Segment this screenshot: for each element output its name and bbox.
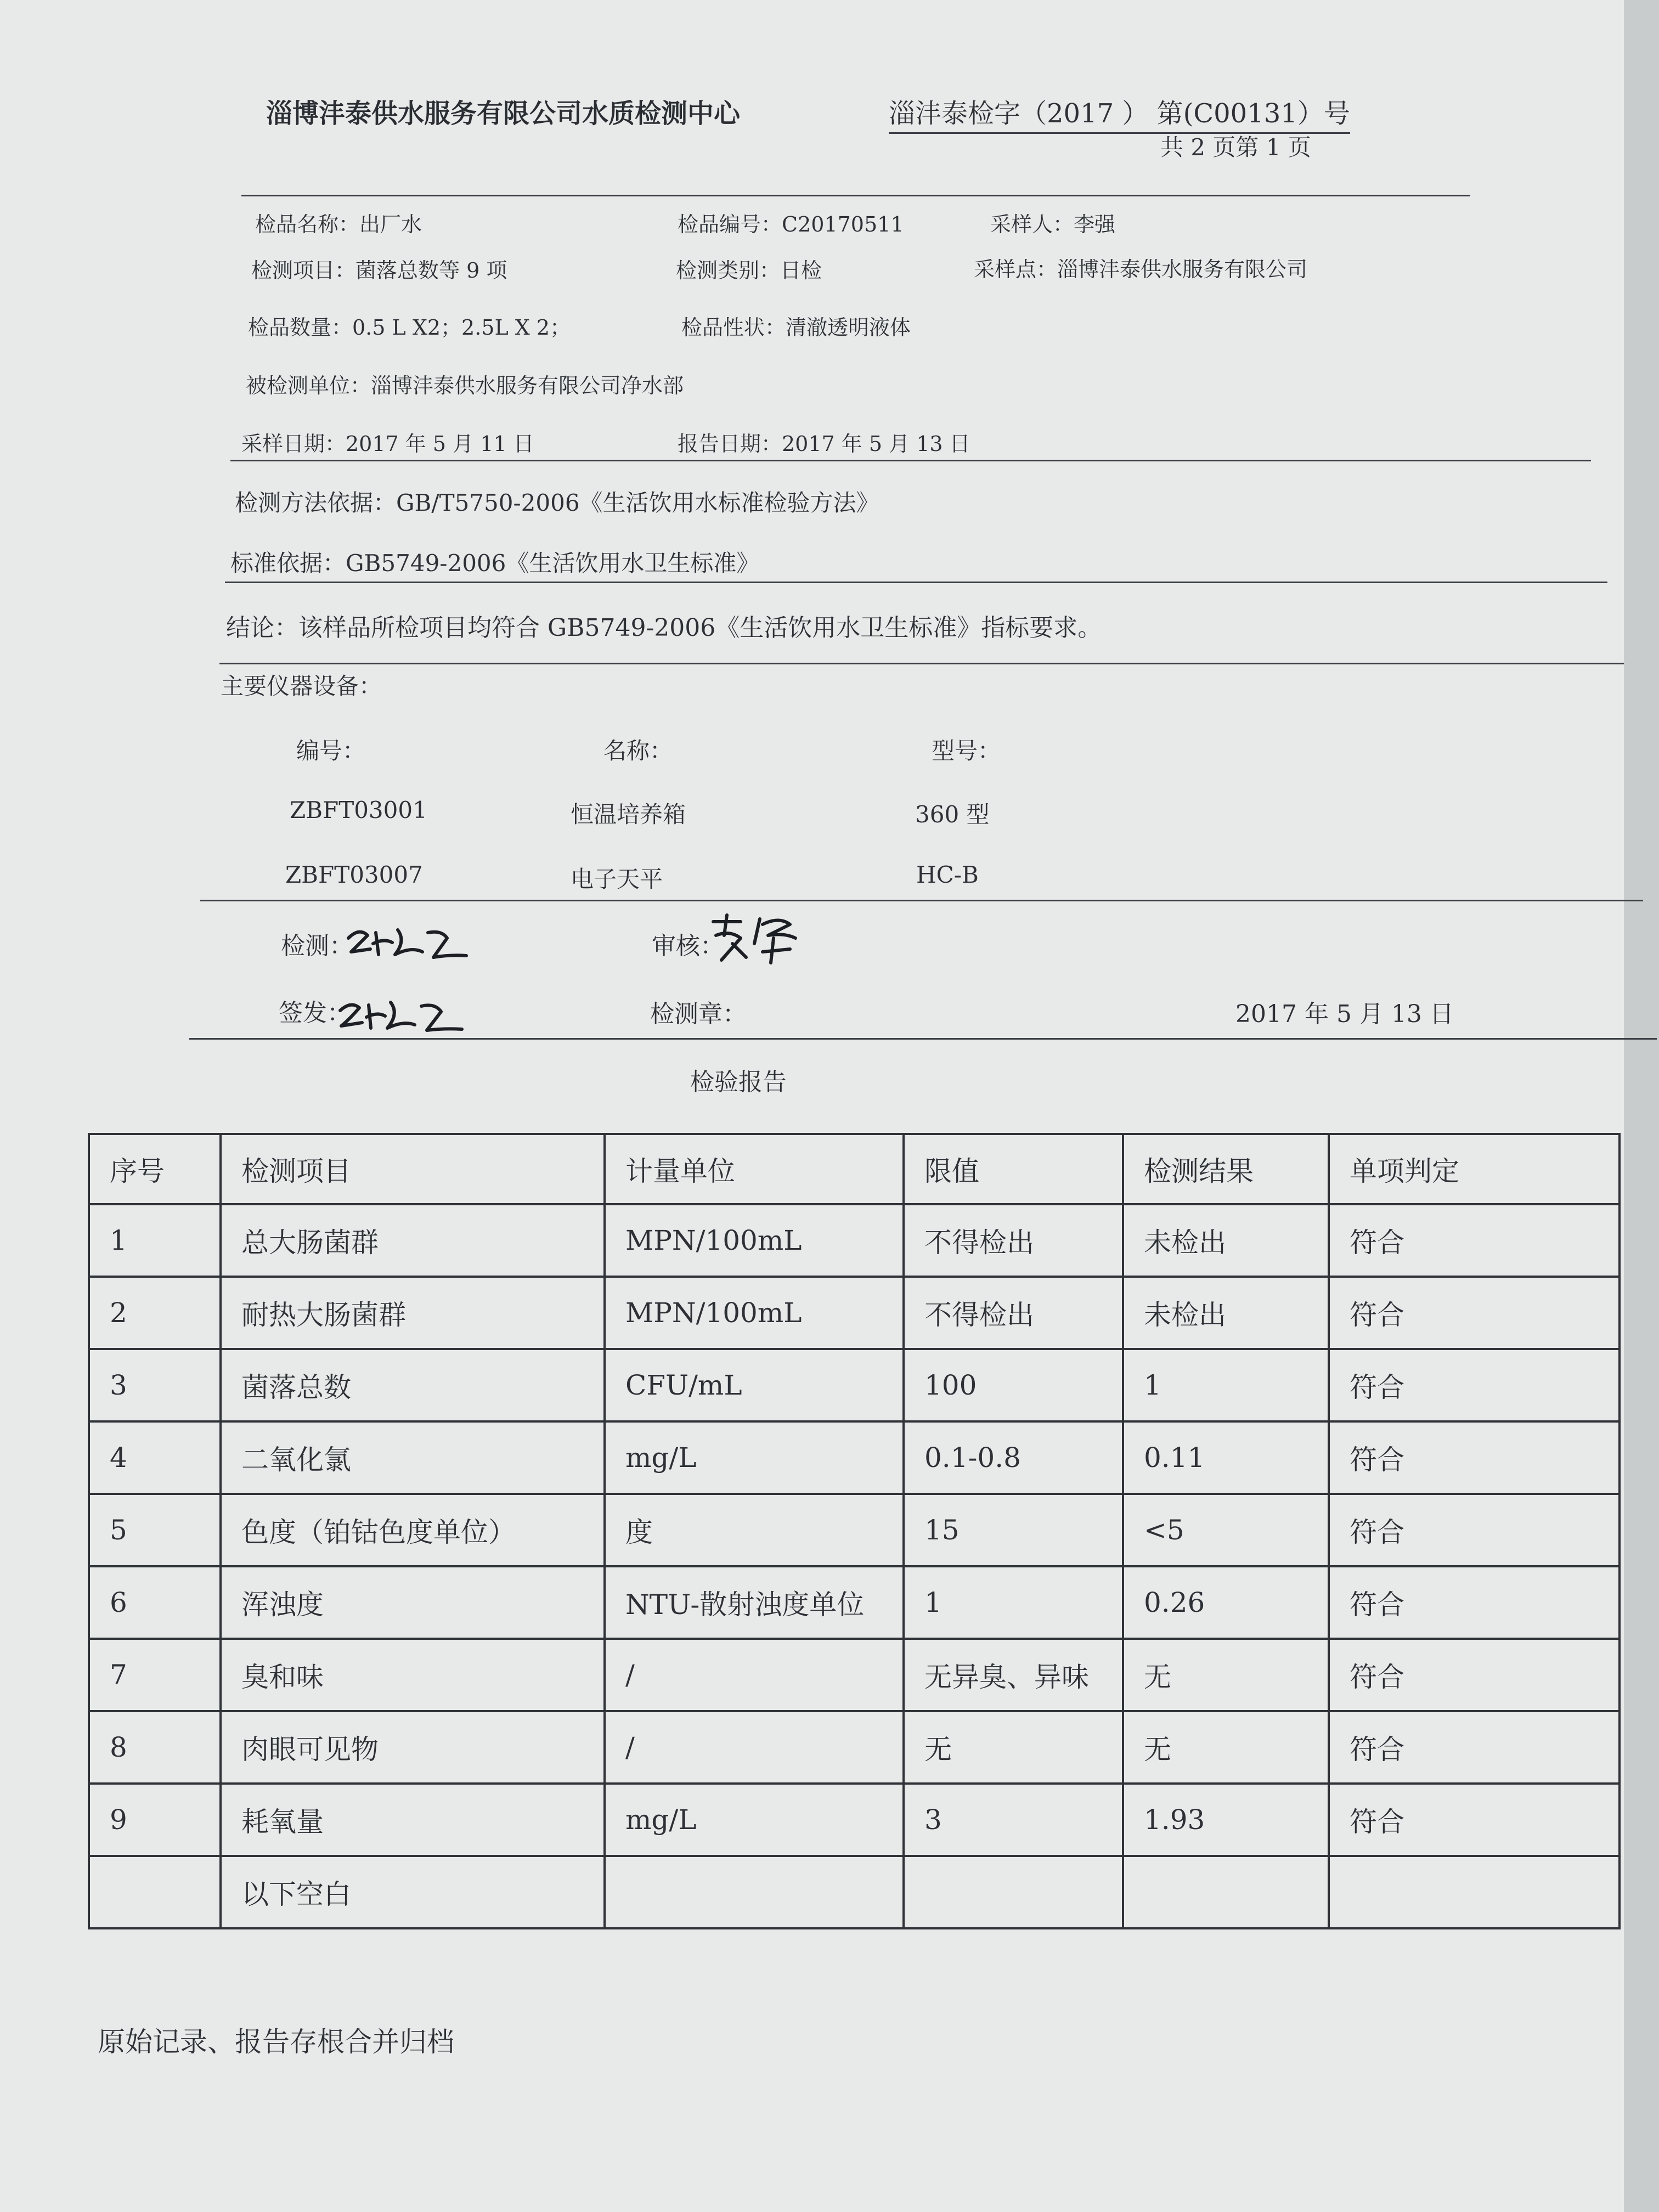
cell-index: 1 [89,1204,221,1277]
info-rule [230,460,1591,461]
stamp-label: 检测章： [650,1000,747,1028]
conclusion: 结论：该样品所检项目均符合 GB5749-2006《生活饮用水卫生标准》指标要求。 [226,614,1102,642]
sampler: 采样人：李强 [990,212,1116,236]
table-row [89,1349,1620,1421]
cell-item: 耐热大肠菌群 [221,1277,605,1349]
sampling-date: 采样日期：2017 年 5 月 11 日 [241,432,534,456]
reviewer-label: 审核： [652,932,724,960]
cell-index: 8 [89,1711,221,1784]
cell-result: 未检出 [1123,1204,1329,1277]
cell-index: 2 [89,1277,221,1349]
header-cell: 检测结果 [1123,1134,1329,1204]
cell-result: 无 [1123,1711,1329,1784]
cell-index: 6 [89,1566,221,1639]
cell-unit: 度 [605,1494,904,1566]
test-type: 检测类别：日检 [676,258,822,283]
cell-limit [904,1856,1123,1928]
cell-result: 1 [1123,1349,1329,1421]
equipment-title: 主要仪器设备： [221,673,382,699]
cell-result: 未检出 [1123,1277,1329,1349]
sample-quantity: 检品数量：0.5 L X2；2.5L X 2； [248,315,571,340]
standard-basis: 标准依据：GB5749-2006《生活饮用水卫生标准》 [230,550,760,577]
equipment-col-name: 名称： [603,737,673,764]
cell-result [1123,1856,1329,1928]
table-row [89,1711,1620,1784]
table-row [89,1277,1620,1349]
report-date: 报告日期：2017 年 5 月 13 日 [678,432,970,456]
cell-item: 总大肠菌群 [221,1204,605,1277]
report-caption: 检验报告 [690,1068,787,1096]
cell-unit: mg/L [605,1784,904,1856]
header-cell: 单项判定 [1329,1134,1620,1204]
cell-result: 无 [1123,1639,1329,1711]
equipment-number: ZBFT03007 [285,861,423,888]
sample-name: 检品名称：出厂水 [255,212,422,236]
equipment-col-model: 型号： [932,737,1001,764]
cell-unit: MPN/100mL [605,1277,904,1349]
cell-index [89,1856,221,1928]
issue-date: 2017 年 5 月 13 日 [1235,1000,1454,1028]
report-table [88,1133,1621,1929]
cell-limit: 无异臭、异味 [904,1639,1123,1711]
equipment-rule [200,900,1643,901]
sampling-site: 采样点：淄博沣泰供水服务有限公司 [974,257,1308,281]
report-number: 淄沣泰检字（2017 ） 第(C00131）号 [889,92,1350,134]
equipment-col-number: 编号： [296,737,366,764]
table-header-row [89,1134,1620,1204]
cell-item: 二氧化氯 [221,1421,605,1494]
cell-item: 菌落总数 [221,1349,605,1421]
cell-result: 0.26 [1123,1566,1329,1639]
cell-unit: mg/L [605,1421,904,1494]
cell-unit [605,1856,904,1928]
cell-item: 臭和味 [221,1639,605,1711]
cell-judgement: 符合 [1329,1349,1620,1421]
table-row [89,1639,1620,1711]
table-row [89,1566,1620,1639]
standard-rule [225,582,1607,583]
cell-limit: 3 [904,1784,1123,1856]
signature-rule [189,1038,1657,1040]
sample-number: 检品编号：C20170511 [678,212,904,236]
cell-limit: 1 [904,1566,1123,1639]
page-info: 共 2 页第 1 页 [1160,134,1311,161]
cell-limit: 不得检出 [904,1277,1123,1349]
equipment-number: ZBFT03001 [290,797,427,823]
cell-result: <5 [1123,1494,1329,1566]
cell-limit: 15 [904,1494,1123,1566]
cell-limit: 不得检出 [904,1204,1123,1277]
table-row [89,1204,1620,1277]
cell-item: 浑浊度 [221,1566,605,1639]
cell-judgement: 符合 [1329,1277,1620,1349]
equipment-model: 360 型 [915,801,990,828]
cell-item: 以下空白 [221,1856,605,1928]
cell-unit: / [605,1711,904,1784]
sample-appearance: 检品性状：清澈透明液体 [681,315,911,340]
cell-judgement: 符合 [1329,1204,1620,1277]
header-cell: 检测项目 [221,1134,605,1204]
cell-judgement [1329,1856,1620,1928]
cell-judgement: 符合 [1329,1711,1620,1784]
cell-judgement: 符合 [1329,1784,1620,1856]
table-row [89,1784,1620,1856]
cell-unit: MPN/100mL [605,1204,904,1277]
cell-index: 3 [89,1349,221,1421]
cell-limit: 100 [904,1349,1123,1421]
cell-item: 耗氧量 [221,1784,605,1856]
header-cell: 计量单位 [605,1134,904,1204]
cell-limit: 0.1-0.8 [904,1421,1123,1494]
cell-item: 色度（铂钴色度单位） [221,1494,605,1566]
cell-index: 9 [89,1784,221,1856]
cell-judgement: 符合 [1329,1566,1620,1639]
cell-judgement: 符合 [1329,1639,1620,1711]
cell-judgement: 符合 [1329,1494,1620,1566]
equipment-name: 恒温培养箱 [571,801,686,828]
cell-index: 5 [89,1494,221,1566]
issuer-label: 签发： [279,999,351,1027]
tester-signature [346,922,472,968]
equipment-name: 电子天平 [571,866,663,893]
cell-index: 7 [89,1639,221,1711]
cell-result: 0.11 [1123,1421,1329,1494]
tester-label: 检测： [281,932,353,960]
equipment-model: HC-B [916,861,979,888]
cell-unit: NTU-散射浊度单位 [605,1566,904,1639]
cell-result: 1.93 [1123,1784,1329,1856]
background-surface [1624,0,1659,2212]
table-row [89,1494,1620,1566]
tested-unit: 被检测单位：淄博沣泰供水服务有限公司净水部 [246,374,684,398]
table-row [89,1856,1620,1928]
org-title: 淄博沣泰供水服务有限公司水质检测中心 [266,98,741,129]
method-basis: 检测方法依据：GB/T5750-2006《生活饮用水标准检验方法》 [235,489,879,516]
test-items: 检测项目：菌落总数等 9 项 [251,258,507,283]
header-cell: 序号 [89,1134,221,1204]
header-rule [241,195,1470,196]
cell-limit: 无 [904,1711,1123,1784]
table-row [89,1421,1620,1494]
conclusion-rule [219,663,1624,664]
cell-index: 4 [89,1421,221,1494]
cell-unit: CFU/mL [605,1349,904,1421]
cell-judgement: 符合 [1329,1421,1620,1494]
footer-note: 原始记录、报告存根合并归档 [98,2026,454,2058]
reviewer-signature [708,911,806,968]
issuer-signature [335,994,466,1040]
cell-unit: / [605,1639,904,1711]
header-cell: 限值 [904,1134,1123,1204]
cell-item: 肉眼可见物 [221,1711,605,1784]
